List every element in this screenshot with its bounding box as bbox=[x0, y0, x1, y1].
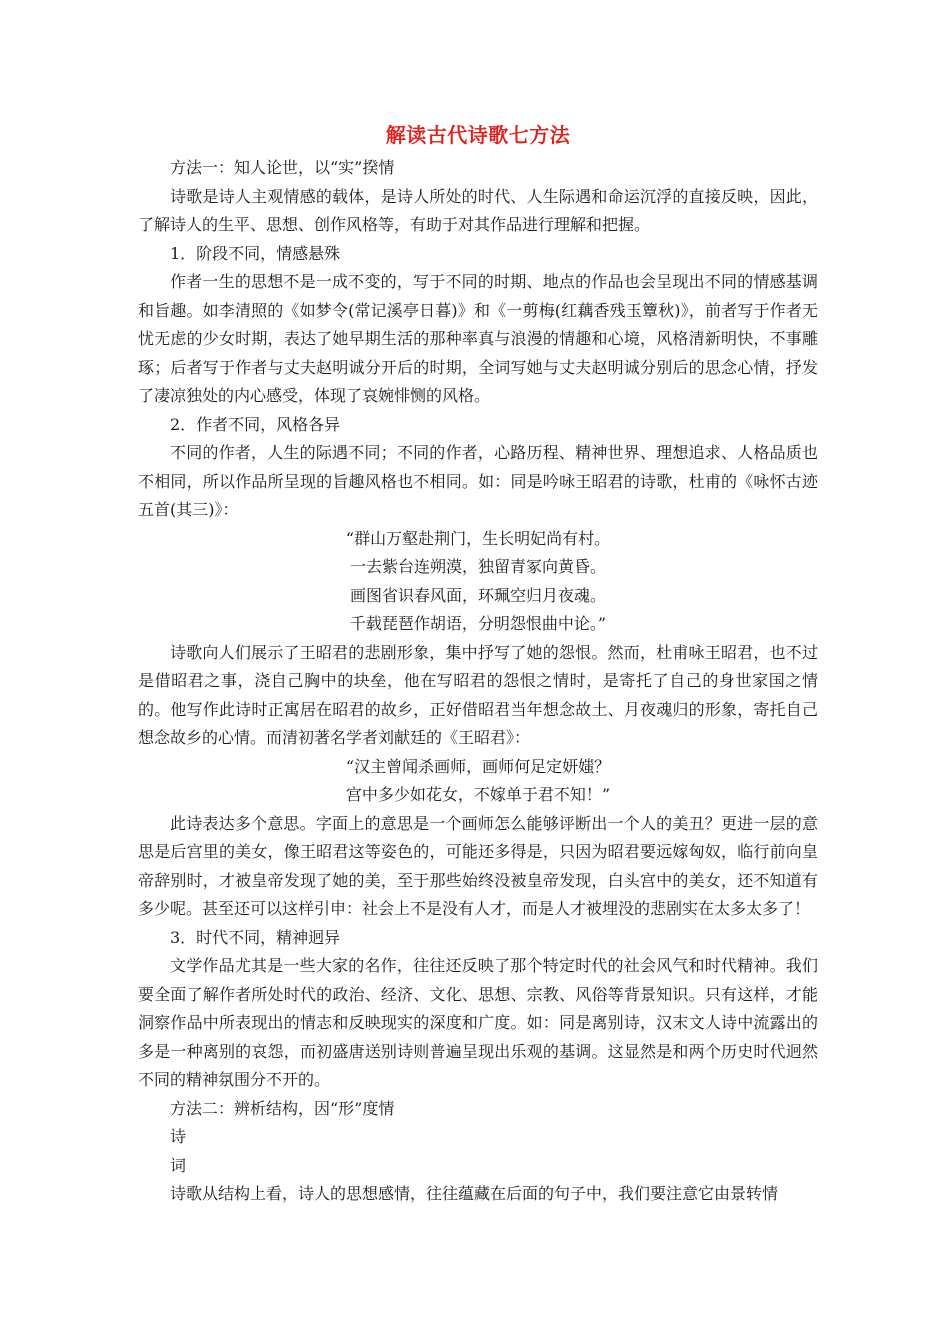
label-shi: 诗 bbox=[170, 1127, 187, 1146]
poem-line: 一去紫台连朔漠，独留青冢向黄昏。 bbox=[349, 557, 606, 576]
document-page bbox=[138, 118, 818, 1209]
point2-text: 不同的作者，人生的际遇不同；不同的作者，心路历程、精神世界、理想追求、人格品质也不相同，所以作品所呈现的旨趣风格也不相同。如：同是吟咏王昭君的诗歌，杜甫的《咏怀古迹五首(其三)》： bbox=[138, 443, 818, 519]
point3-heading: 3．时代不同，精神迥异 bbox=[170, 927, 341, 947]
poem-line: 宫中多少如花女，不嫁单于君不知！” bbox=[345, 785, 611, 804]
point2-heading: 2．作者不同，风格各异 bbox=[170, 414, 341, 434]
document-title: 解读古代诗歌七方法 bbox=[385, 123, 571, 147]
poem1-comment: 诗歌向人们展示了王昭君的悲剧形象，集中抒写了她的怨恨。然而，杜甫咏王昭君，也不过是借昭君之事，浇自己胸中的块垒，他在写昭君的怨恨之情时，是寄托了自己的身世家国之情的。他写作此诗时正寓居在昭君的故乡，正好借昭君当年想念故土、月夜魂归的形象，寄托自己想念故乡的心情。而清初著名学者刘献廷的《王昭君》： bbox=[138, 642, 818, 747]
poem2-comment: 此诗表达多个意思。字面上的意思是一个画师怎么能够评断出一个人的美丑？更进一层的意思是后宫里的美女，像王昭君这等姿色的，可能还多得是，只因为昭君要远嫁匈奴，临行前向皇帝辞别时，才被皇帝发现了她的美，至于那些始终没被皇帝发现，白头宫中的美女，还不知道有多少呢。甚至还可以这样引申：社会上不是没有人才，而是人才被埋没的悲剧实在太多太多了！ bbox=[138, 813, 818, 918]
poem-line: 画图省识春风面，环珮空归月夜魂。 bbox=[349, 585, 606, 605]
poem-du-fu bbox=[138, 525, 818, 639]
point1-heading: 1．阶段不同，情感悬殊 bbox=[170, 243, 341, 263]
method1-heading: 方法一：知人论世，以“实”揆情 bbox=[170, 158, 395, 177]
method1-intro: 诗歌是诗人主观情感的载体，是诗人所处的时代、人生际遇和命运沉浮的直接反映，因此，了解诗人的生平、思想、创作风格等，有助于对其作品进行理解和把握。 bbox=[138, 186, 818, 234]
label-ci: 词 bbox=[170, 1155, 187, 1175]
poem-liu-xianting bbox=[138, 753, 818, 810]
poem-line: “汉主曾闻杀画师，画师何足定妍媸？ bbox=[345, 756, 611, 776]
method2-text: 诗歌从结构上看，诗人的思想感情，往往蕴藏在后面的句子中，我们要注意它由景转情 bbox=[170, 1184, 779, 1203]
method2-heading: 方法二：辨析结构，因“形”度情 bbox=[170, 1098, 395, 1118]
poem-line: “群山万壑赴荆门，生长明妃尚有村。 bbox=[345, 528, 611, 548]
point1-text: 作者一生的思想不是一成不变的，写于不同的时期、地点的作品也会呈现出不同的情感基调和旨趣。如李清照的《如梦令(常记溪亭日暮)》和《一剪梅(红藕香残玉簟秋)》，前者写于作者无忧无虑的少女时期，表达了她早期生活的那种率真与浪漫的情趣和心境，风格清新明快，不事雕琢；后者写于作者与丈夫赵明诚分开后的时期，全词写她与丈夫赵明诚分别后的思念心情，抒发了凄凉独处的内心感受，体现了哀婉悱恻的风格。 bbox=[138, 272, 818, 405]
point3-text: 文学作品尤其是一些大家的名作，往往还反映了那个特定时代的社会风气和时代精神。我们要全面了解作者所处时代的政治、经济、文化、思想、宗教、风俗等背景知识。只有这样，才能洞察作品中所表现出的情志和反映现实的深度和广度。如：同是离别诗，汉末文人诗中流露出的多是一种离别的哀怨，而初盛唐送别诗则普遍呈现出乐观的基调。这显然是和两个历史时代迥然不同的精神氛围分不开的。 bbox=[138, 956, 818, 1089]
poem-line: 千载琵琶作胡语，分明怨恨曲中论。” bbox=[349, 614, 607, 633]
